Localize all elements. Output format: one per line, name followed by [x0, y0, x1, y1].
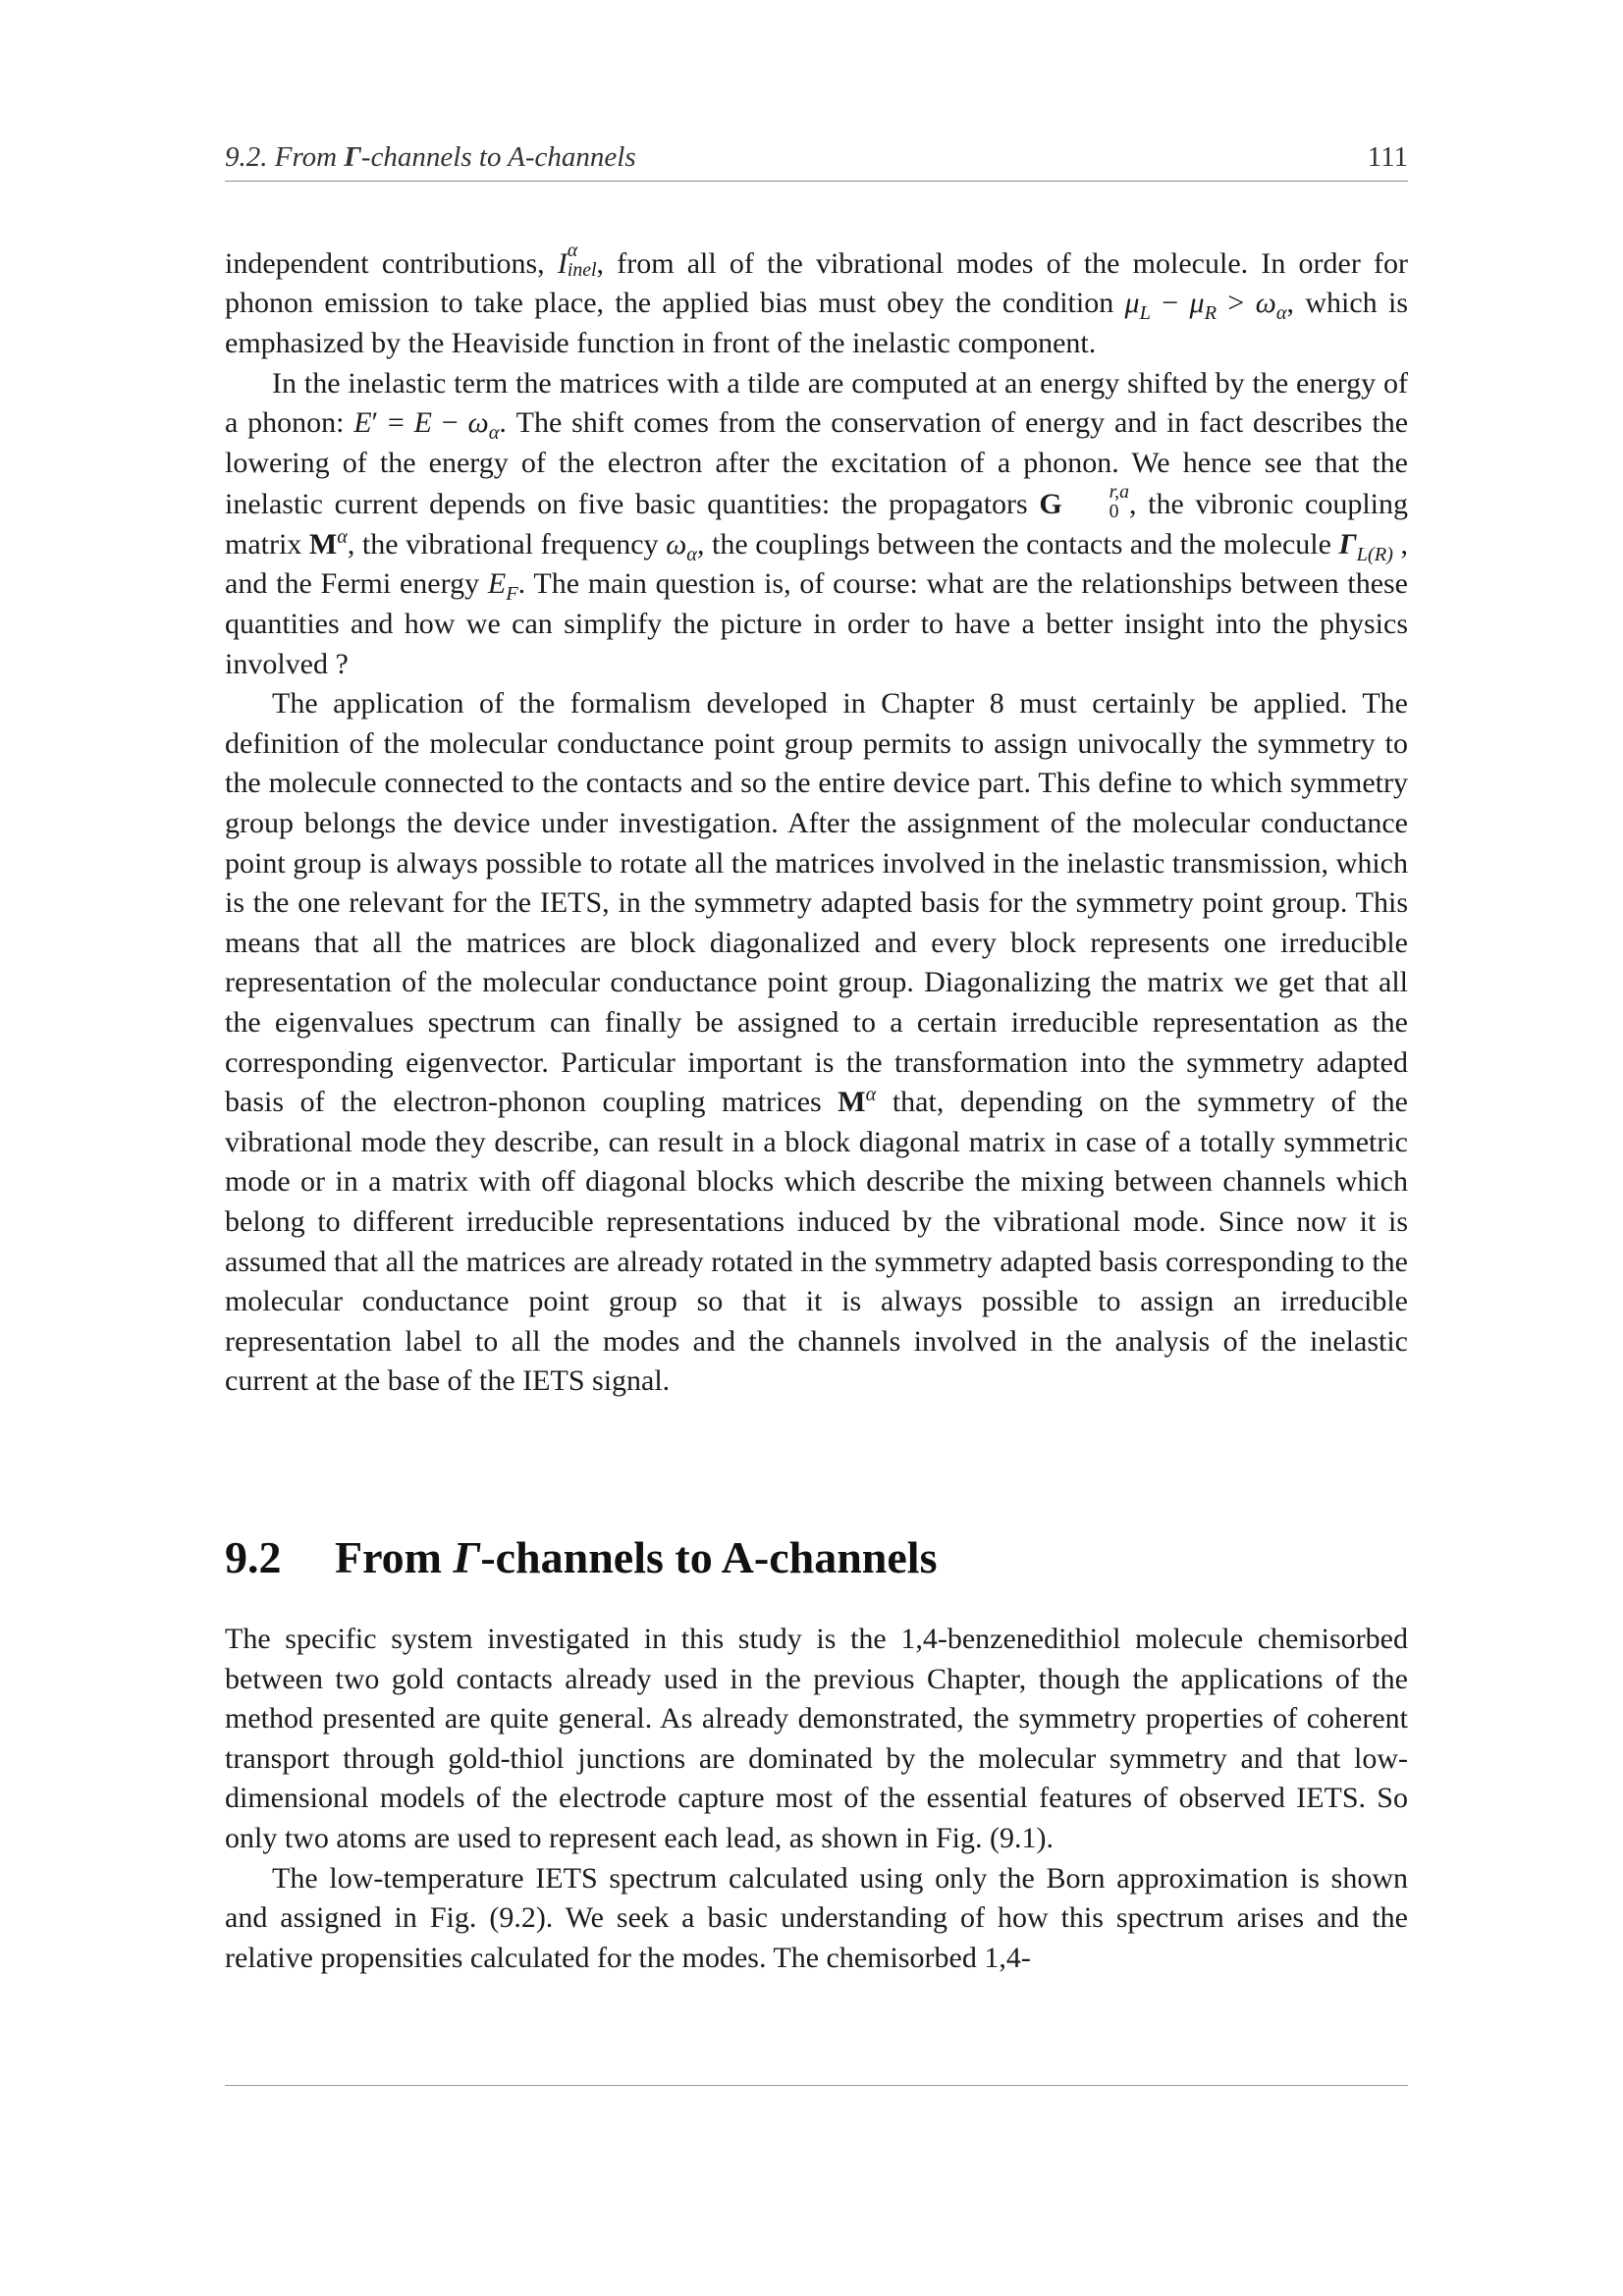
paragraph-2: In the inelastic term the matrices with a tilde are computed at an energy shifted by the energy of a phonon: $E' = E - \omega_\alpha$. The shift comes from the conservation of energy and in fact describes the lowering of the energy of the electron after the excitation of a phonon. We hence see that the inelastic current depends on five basic quantities: the propagators G r,a 0 , the vibronic coupling matrix $M^\alpha$, the vibrational frequency $\omega_\alpha$, the couplings between the contacts and the molecule $\Gamma_{L(R)}$ , and the Fermi energy $E_F$. The main question is, of course: what are the relationships between these quantities and how we can simplify the picture in order to have a better insight into the physics involved ?	[225, 366, 1409, 680]
math-fermi-energy: $E_F$	[487, 567, 518, 606]
math-energy-shift: $E' = E - \omega_\alpha$	[353, 406, 500, 445]
math-M-alpha: $M^\alpha$	[308, 525, 348, 561]
math-I-inel-alpha: I α inel	[557, 240, 597, 281]
paragraph-1: independent contributions, I α inel , from all of the vibrational modes of the molecule. In order for phonon emission to take place, the applied bias must obey the condition $\mu_L - \mu_R > \omega_\alpha$, which is emphasized by the Heaviside function in front of the inelastic component.	[225, 240, 1409, 360]
math-M-alpha-2: $M^\alpha$	[838, 1084, 877, 1119]
page-number: 111	[1367, 141, 1408, 173]
paragraph-5: The low-temperature IETS spectrum calculated using only the Born approximation is shown and assigned in Fig. (9.2). We seek a basic understanding of how this spectrum arises and the relative propensities calculated for the modes. The chemisorbed 1,4-	[225, 1861, 1408, 1974]
math-bias-condition: $\mu_L - \mu_R > \omega_\alpha$	[1124, 287, 1287, 325]
running-header	[225, 139, 1408, 182]
math-propagator-G0: G r,a 0	[1039, 481, 1130, 523]
running-title: 9.2. From Γ-channels to A-channels	[225, 141, 636, 173]
section-title: From Γ-channels to A-channels	[335, 1532, 938, 1582]
section-heading	[225, 1531, 937, 1583]
text-block-section	[225, 1620, 1408, 1978]
math-gamma-LR: $\Gamma_{L(R)}$	[1338, 527, 1393, 565]
paragraph-4: The specific system investigated in this study is the 1,4-benzenedithiol molecule chemisorbed between two gold contacts already used in the previous Chapter, though the applications of the method presented are quite general. As already demonstrated, the symmetry properties of coherent transport through gold-thiol junctions are dominated by the molecular symmetry and that low-dimensional models of the electrode capture most of the essential features of observed IETS. So only two atoms are used to represent each lead, as shown in Fig. (9.1).	[225, 1623, 1408, 1854]
text-block-intro	[225, 241, 1408, 1402]
math-omega-alpha: $\omega_\alpha$	[666, 527, 697, 565]
footer-rule	[225, 2085, 1408, 2086]
section-number: 9.2	[225, 1532, 282, 1582]
paragraph-3: The application of the formalism developed in Chapter 8 must certainly be applied. The definition of the molecular conductance point group permits to assign univocally the symmetry to the molecule connected to the contacts and so the entire device part. This define to which symmetry group belongs the device under investigation. After the assignment of the molecular conductance point group is always possible to rotate all the matrices involved in the inelastic transmission, which is the one relevant for the IETS, in the symmetry adapted basis for the symmetry point group. This means that all the matrices are block diagonalized and every block represents one irreducible representation of the molecular conductance point group. Diagonalizing the matrix we get that all the eigenvalues spectrum can finally be assigned to a certain irreducible representation as the corresponding eigenvector. Particular important is the transformation into the symmetry adapted basis of the electron-phonon coupling matrices $M^\alpha$ that, depending on the symmetry of the vibrational mode they describe, can result in a block diagonal matrix in case of a totally symmetric mode or in a matrix with off diagonal blocks which describe the mixing between channels which belong to different irreducible representations induced by the vibrational mode. Since now it is assumed that all the matrices are already rotated in the symmetry adapted basis corresponding to the molecular conductance point group so that it is always possible to assign an irreducible representation label to all the modes and the channels involved in the analysis of the inelastic current at the base of the IETS signal.	[225, 687, 1408, 1398]
